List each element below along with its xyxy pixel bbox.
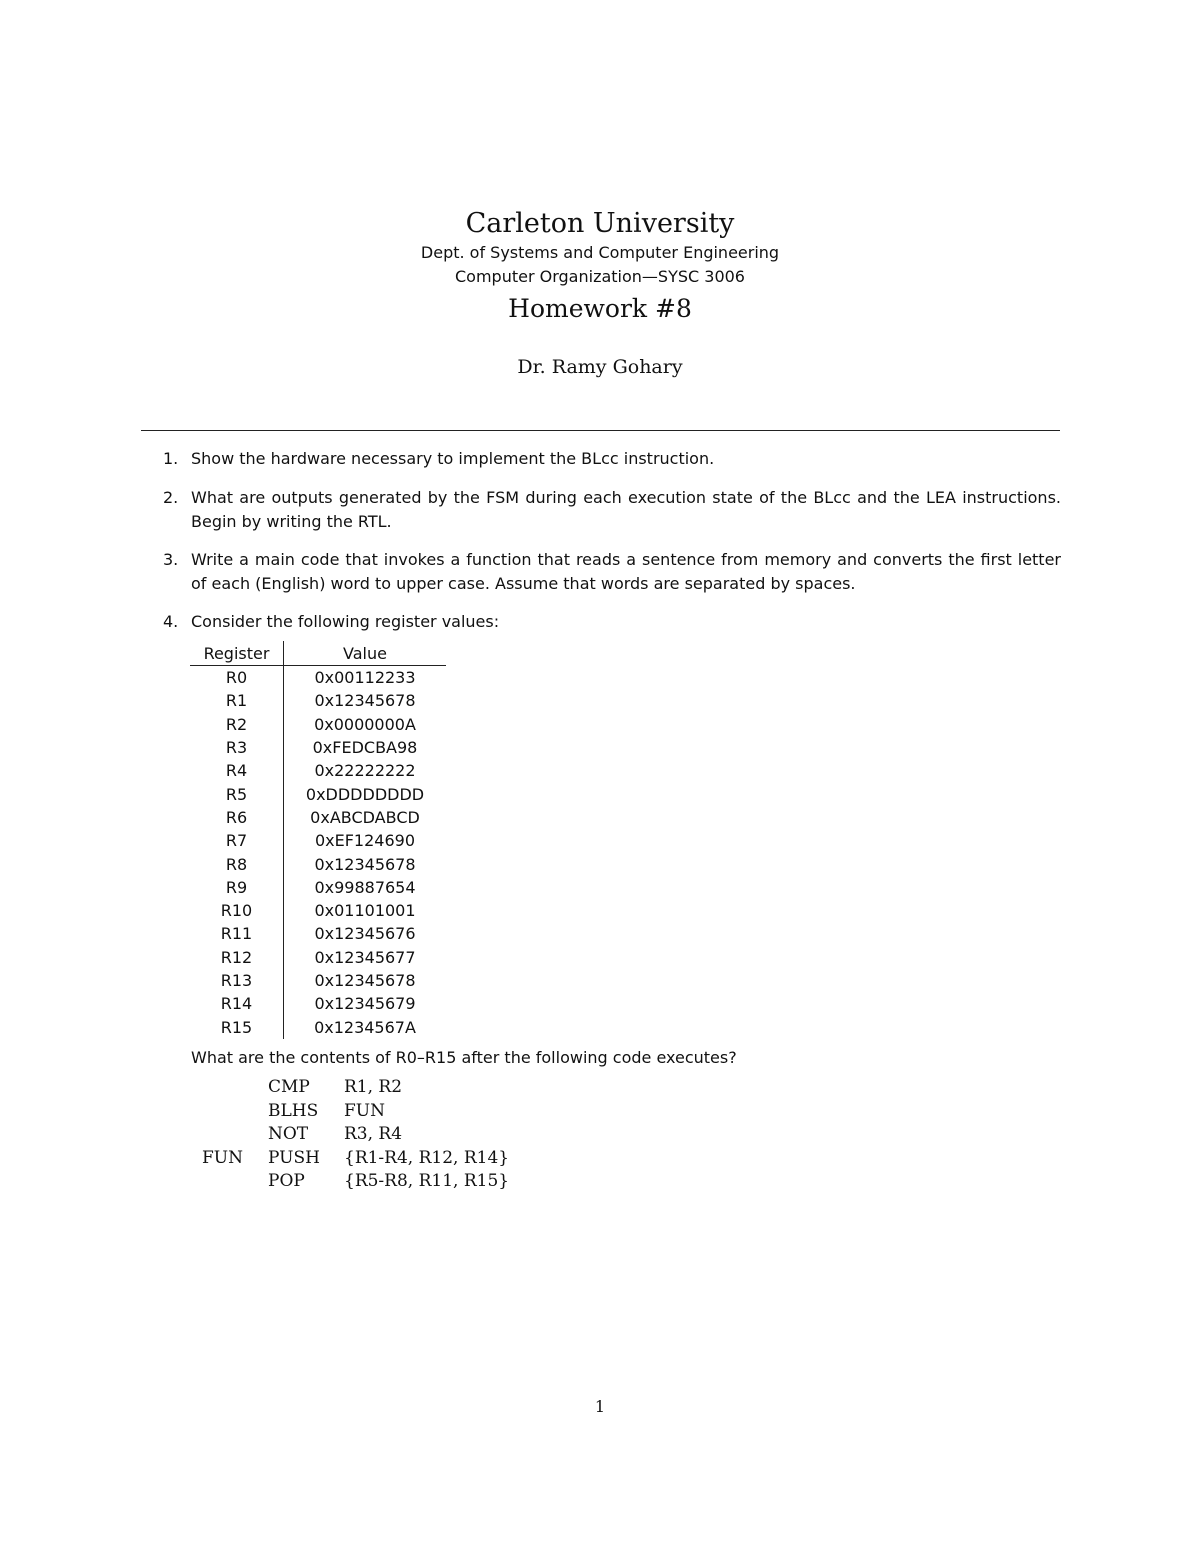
question-number: 2. [163, 488, 179, 507]
code-label [202, 1075, 262, 1099]
table-row [190, 876, 446, 899]
table-row [190, 852, 446, 875]
question-text: Write a main code that invokes a function that reads a sentence from memory and converts the first letter of each (English) word to upper case. Assume that words are separated by spaces. [191, 550, 1061, 593]
assembly-code [202, 1075, 602, 1200]
header-divider [141, 430, 1060, 431]
table-row [190, 736, 446, 759]
university-title: Carleton University [465, 208, 735, 239]
question-text: Show the hardware necessary to implement the BLcc instruction. [191, 449, 715, 468]
homework-title: Homework #8 [508, 294, 692, 323]
register-name: R10 [190, 899, 284, 922]
question4-followup: What are the contents of R0–R15 after the following code executes? [191, 1048, 737, 1067]
code-label [202, 1122, 262, 1146]
table-row [190, 922, 446, 945]
register-value: 0xEF124690 [314, 831, 416, 851]
code-operands: {R5-R8, R11, R15} [344, 1171, 510, 1191]
register-value: 0xABCDABCD [310, 807, 420, 827]
register-value: 0x22222222 [314, 761, 416, 781]
register-value: 0x12345678 [314, 971, 416, 990]
column-header-register: Register [190, 641, 284, 666]
register-name: R11 [190, 922, 284, 945]
register-name: R1 [190, 689, 284, 712]
register-value: 0x01101001 [314, 901, 416, 921]
register-value: 0x12345676 [314, 924, 416, 944]
register-table-wrapper [190, 641, 446, 1039]
instructor-name: Dr. Ramy Gohary [517, 356, 683, 378]
register-name: R9 [190, 876, 284, 899]
register-value: 0x00112233 [314, 668, 416, 688]
register-name: R14 [190, 992, 284, 1015]
course-line: Computer Organization—SYSC 3006 [455, 267, 745, 286]
code-opcode: CMP [268, 1077, 310, 1097]
register-name: R6 [190, 806, 284, 829]
table-row [190, 689, 446, 712]
register-name: R7 [190, 829, 284, 852]
register-value: 0xFEDCBA98 [312, 738, 418, 758]
register-value: 0x1234567A [314, 1017, 416, 1037]
register-name: R3 [190, 736, 284, 759]
table-row [190, 969, 446, 992]
register-value: 0xDDDDDDDD [305, 784, 425, 804]
department-line: Dept. of Systems and Computer Engineering [420, 243, 780, 262]
table-row [190, 992, 446, 1015]
code-opcode: PUSH [268, 1147, 320, 1168]
register-name: R12 [190, 946, 284, 969]
table-header-row [190, 641, 446, 666]
code-label: FUN [202, 1147, 243, 1168]
table-row [190, 713, 446, 736]
code-operands: R3, R4 [344, 1124, 403, 1144]
register-table [190, 641, 446, 1039]
register-name: R0 [190, 666, 284, 690]
register-value: 0x12345677 [314, 947, 416, 967]
code-opcode: BLHS [268, 1100, 319, 1121]
register-value: 0x12345679 [314, 994, 416, 1014]
page-number: 1 [594, 1397, 606, 1416]
question-number: 3. [163, 550, 179, 569]
code-operands: FUN [344, 1100, 385, 1121]
register-name: R2 [190, 713, 284, 736]
register-value: 0x99887654 [314, 877, 416, 897]
table-row [190, 806, 446, 829]
register-value: 0x12345678 [314, 691, 416, 711]
code-label [202, 1099, 262, 1123]
code-opcode: POP [268, 1171, 305, 1191]
table-row [190, 829, 446, 852]
table-row [190, 666, 446, 690]
register-table-body [190, 666, 446, 1039]
code-opcode: NOT [268, 1124, 309, 1144]
question-number: 1. [163, 449, 179, 468]
question-number: 4. [163, 612, 179, 631]
code-operands: {R1-R4, R12, R14} [344, 1147, 510, 1168]
register-name: R5 [190, 782, 284, 805]
column-header-value: Value [284, 641, 447, 666]
register-name: R4 [190, 759, 284, 782]
register-value: 0x0000000A [314, 714, 416, 734]
table-row [190, 759, 446, 782]
register-name: R15 [190, 1015, 284, 1038]
register-value: 0x12345678 [314, 854, 416, 874]
question-text: What are outputs generated by the FSM during each execution state of the BLcc and the LEA instructions. Begin by writing the RTL. [191, 488, 1061, 531]
code-operands: R1, R2 [344, 1077, 403, 1097]
table-row [190, 946, 446, 969]
table-row [190, 1015, 446, 1038]
table-row [190, 782, 446, 805]
code-label [202, 1169, 262, 1193]
question-text: Consider the following register values: [191, 612, 500, 631]
register-name: R13 [190, 969, 284, 992]
table-row [190, 899, 446, 922]
register-name: R8 [190, 852, 284, 875]
